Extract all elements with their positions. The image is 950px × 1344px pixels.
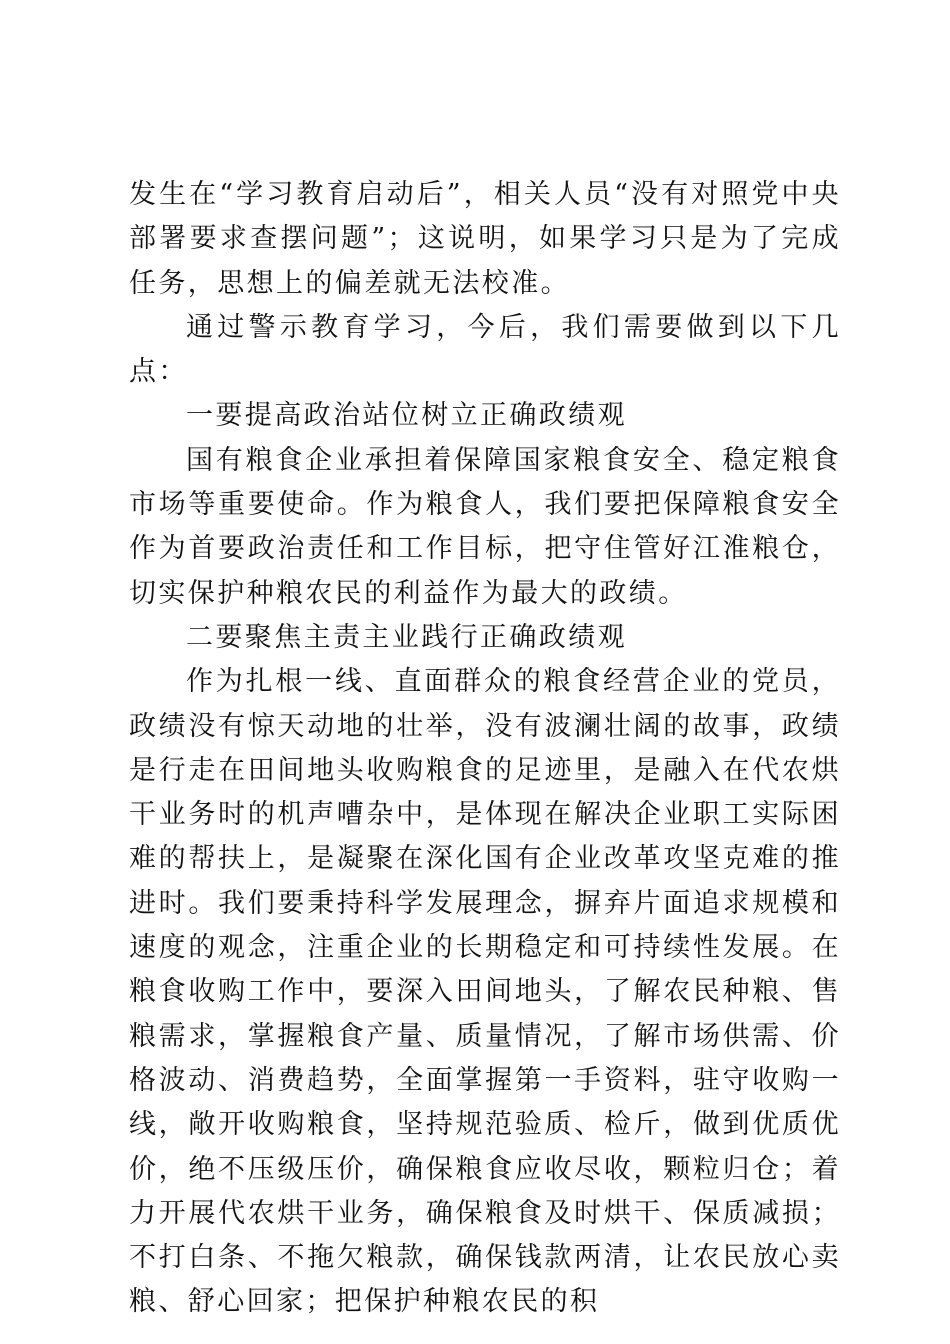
document-body bbox=[129, 173, 841, 1325]
section-heading-2: 二要聚焦主责主业践行正确政绩观 bbox=[186, 621, 627, 653]
paragraph-continuation: 发生在“学习教育启动后”，相关人员“没有对照党中央部署要求查摆问题”；这说明，如果学习只是为了完成任务，思想上的偏差就无法校准。 bbox=[129, 179, 841, 299]
paragraph-section-1: 国有粮食企业承担着保障国家粮食安全、稳定粮食市场等重要使命。作为粮食人，我们要把保障粮食安全作为首要政治责任和工作目标，把守住管好江淮粮仓，切实保护种粮农民的利益作为最大的政绩。 bbox=[129, 444, 841, 609]
paragraph-section-2: 作为扎根一线、直面群众的粮食经营企业的党员，政绩没有惊天动地的壮举，没有波澜壮阔的故事，政绩是行走在田间地头收购粮食的足迹里，是融入在代农烘干业务时的机声嘈杂中，是体现在解决企业职工实际困难的帮扶上，是凝聚在深化国有企业改革攻坚克难的推进时。我们要秉持科学发展理念，摒弃片面追求规模和速度的观念，注重企业的长期稳定和可持续性发展。在粮食收购工作中，要深入田间地头，了解农民种粮、售粮需求，掌握粮食产量、质量情况，了解市场供需、价格波动、消费趋势，全面掌握第一手资料，驻守收购一线，敞开收购粮食，坚持规范验质、检斤，做到优质优价，绝不压级压价，确保粮食应收尽收，颗粒归仓；着力开展代农烘干业务，确保粮食及时烘干、保质减损；不打白条、不拖欠粮款，确保钱款两清，让农民放心卖粮、舒心回家；把保护种粮农民的积 bbox=[129, 666, 841, 1318]
paragraph-intro: 通过警示教育学习，今后，我们需要做到以下几点： bbox=[129, 311, 841, 388]
section-heading-1: 一要提高政治站位树立正确政绩观 bbox=[186, 400, 627, 432]
